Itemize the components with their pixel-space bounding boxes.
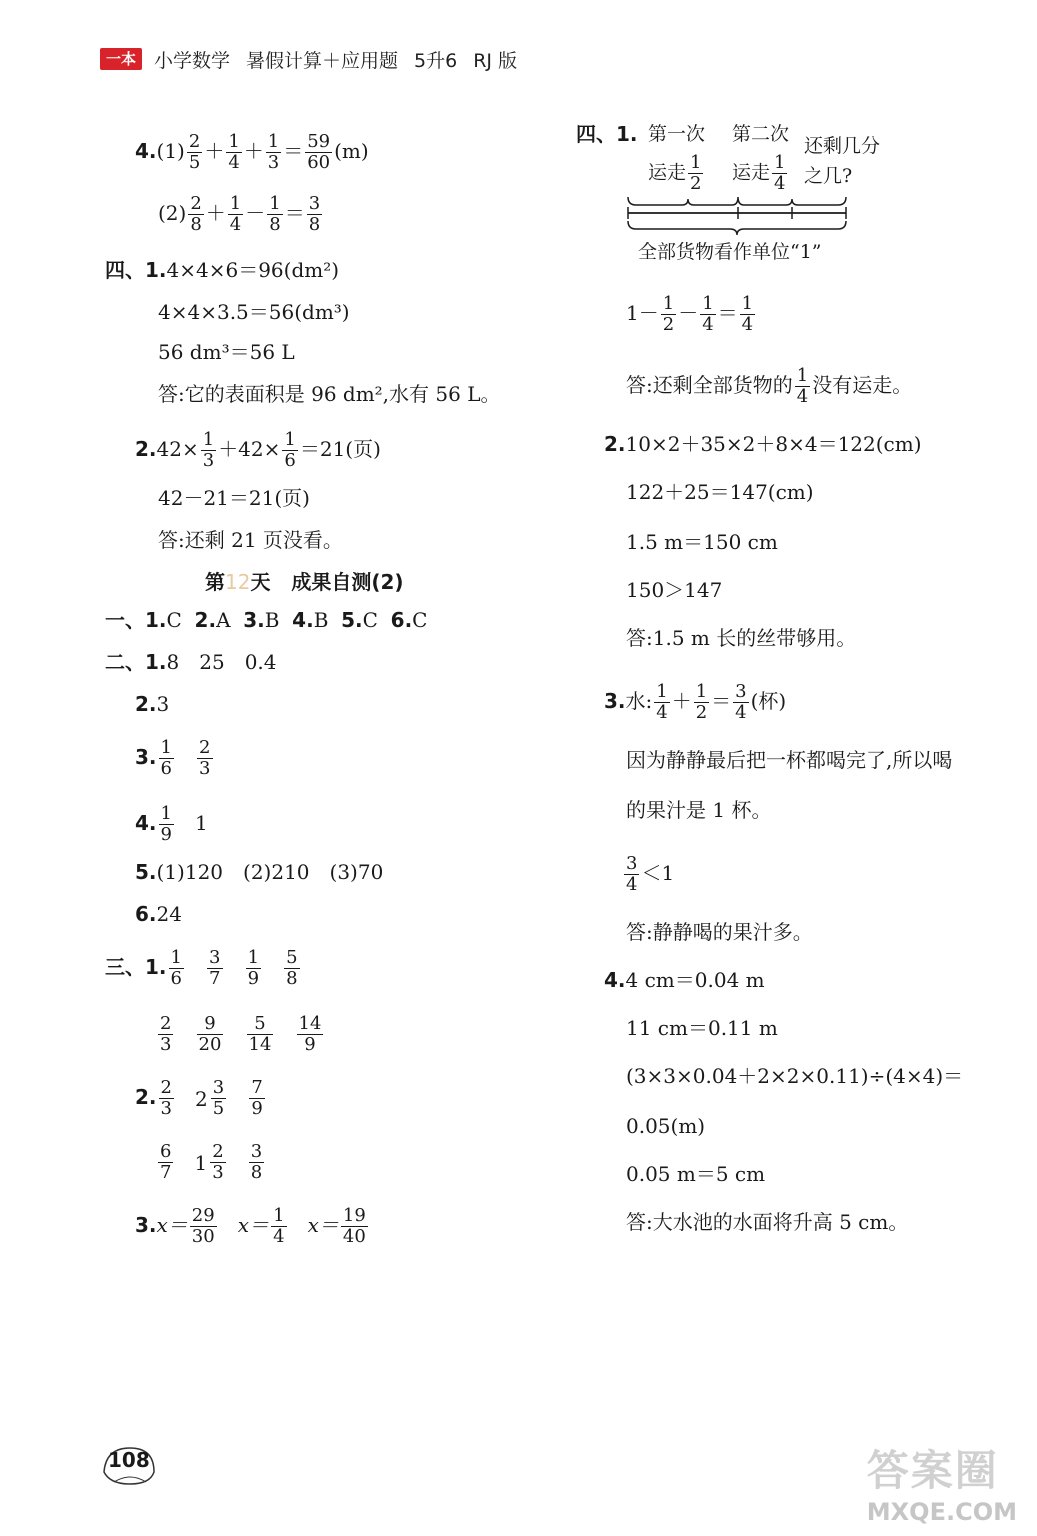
choice: C bbox=[412, 608, 428, 632]
q-number: 2. bbox=[135, 692, 157, 716]
sub-label: (1) bbox=[156, 139, 185, 163]
q-number: 4. bbox=[292, 608, 314, 632]
fraction: $\frac{1}{4}$ bbox=[656, 681, 668, 723]
q-number: 3. bbox=[243, 608, 265, 632]
q-label: 四、1. bbox=[576, 122, 638, 146]
day-suffix: 天 bbox=[250, 570, 271, 594]
fraction: $\frac{1}{2}$ bbox=[695, 681, 708, 723]
choice: C bbox=[166, 608, 182, 632]
operator: ＝ bbox=[717, 301, 738, 325]
section4-q1-answer: 答:它的表面积是 96 dm²,水有 56 L。 bbox=[158, 382, 501, 406]
fraction: $\frac{3}{8}$ bbox=[250, 1141, 263, 1183]
answer-text: 24 bbox=[156, 902, 182, 926]
fraction: $\frac{1}{9}$ bbox=[247, 947, 260, 989]
answer-4-2 bbox=[158, 194, 324, 235]
page-number-text: 108 bbox=[108, 1448, 150, 1472]
q-number: 3. bbox=[135, 745, 157, 769]
fraction: $\frac{5}{8}$ bbox=[286, 947, 298, 989]
operator: ＝ bbox=[711, 689, 732, 713]
choice: B bbox=[313, 608, 329, 632]
fraction: $\frac{3}{4}$ bbox=[626, 853, 638, 895]
right-q3-compare bbox=[622, 854, 674, 895]
equation-lhs: x＝ bbox=[307, 1213, 339, 1237]
fraction: $\frac{2}{8}$ bbox=[190, 193, 202, 235]
operator: － bbox=[245, 201, 266, 225]
day-prefix: 第 bbox=[205, 570, 225, 594]
whole-number: 1 bbox=[194, 1150, 208, 1175]
calc-part: 1－ bbox=[626, 301, 659, 325]
second-trip-amount: 运走 $\frac{1}{4}$ bbox=[732, 152, 786, 194]
fraction: $\frac{1}{2}$ bbox=[662, 293, 675, 335]
fraction: $\frac{2}{3}$ bbox=[212, 1141, 224, 1183]
fraction: $\frac{1}{6}$ bbox=[284, 429, 296, 471]
part2-q4 bbox=[135, 804, 208, 845]
cargo-diagram bbox=[610, 115, 910, 275]
unit: (杯) bbox=[750, 689, 787, 713]
right-q4-answer: 答:大水池的水面将升高 5 cm。 bbox=[626, 1210, 909, 1234]
choice: A bbox=[216, 608, 231, 632]
q-number: 3. bbox=[135, 1213, 157, 1237]
fraction: $\frac{7}{9}$ bbox=[251, 1077, 263, 1119]
part-label: 二、 bbox=[105, 650, 145, 674]
fraction: $\frac{1}{6}$ bbox=[170, 947, 182, 989]
fraction: $\frac{29}{30}$ bbox=[191, 1205, 215, 1247]
fraction: $\frac{9}{20}$ bbox=[198, 1013, 222, 1055]
part2-q5 bbox=[135, 858, 383, 886]
answer-text: (1)120 (2)210 (3)70 bbox=[156, 860, 384, 884]
fraction: $\frac{3}{7}$ bbox=[209, 947, 221, 989]
part3-q2-row2 bbox=[156, 1142, 266, 1183]
fraction: $\frac{2}{3}$ bbox=[160, 1077, 172, 1119]
operator: ＋ bbox=[205, 201, 226, 225]
right-q4-line3: (3×3×0.04＋2×2×0.11)÷(4×4)＝ bbox=[626, 1064, 964, 1088]
watermark bbox=[867, 1438, 1017, 1526]
brand-logo: 一本 bbox=[100, 48, 142, 70]
q-number: 1. bbox=[145, 650, 167, 674]
equation-lhs: x＝ bbox=[237, 1213, 270, 1237]
part-label: 一、 bbox=[105, 608, 145, 632]
right-q1-equation bbox=[626, 294, 757, 335]
first-trip-amount: 运走 $\frac{1}{2}$ bbox=[648, 152, 702, 194]
part2-q6 bbox=[135, 900, 182, 928]
section4-q2-line2: 42－21＝21(页) bbox=[158, 486, 310, 510]
right-q4-line5: 0.05 m＝5 cm bbox=[626, 1162, 766, 1186]
q-label: 4. bbox=[604, 968, 626, 992]
fraction: $\frac{1}{9}$ bbox=[160, 803, 172, 845]
calc-part: 水: bbox=[625, 689, 653, 713]
right-q2-line4: 150＞147 bbox=[626, 578, 723, 602]
fraction: $\frac{1}{8}$ bbox=[269, 193, 281, 235]
top-braces bbox=[628, 197, 846, 205]
fraction: $\frac{1}{3}$ bbox=[267, 131, 280, 173]
right-q3-line2: 因为静静最后把一杯都喝完了,所以喝 bbox=[626, 748, 953, 772]
fraction: $\frac{2}{5}$ bbox=[188, 131, 201, 173]
calc-part: ＋42× bbox=[218, 437, 281, 461]
day-number: 12 bbox=[225, 570, 251, 594]
fraction: $\frac{19}{40}$ bbox=[342, 1205, 366, 1247]
right-q3-answer: 答:静静喝的果汁多。 bbox=[626, 920, 813, 944]
part1-answers bbox=[105, 606, 427, 634]
calc-line: 10×2＋35×2＋8×4＝122(cm) bbox=[625, 432, 922, 456]
right-q2-line1 bbox=[604, 430, 922, 458]
right-q3-line1 bbox=[604, 682, 786, 723]
sub-label: (2) bbox=[158, 201, 187, 225]
q-number: 6. bbox=[135, 902, 157, 926]
fraction: $\frac{2}{3}$ bbox=[199, 737, 211, 779]
fraction: $\frac{1}{3}$ bbox=[202, 429, 215, 471]
q-number: 1. bbox=[145, 955, 167, 979]
q-number: 5. bbox=[135, 860, 157, 884]
fraction: $\frac{3}{5}$ bbox=[212, 1077, 225, 1119]
page-number bbox=[100, 1442, 158, 1488]
remaining-label: 还剩几分 bbox=[804, 135, 881, 157]
operator: ＝ bbox=[283, 139, 304, 163]
answer-text: 3 bbox=[156, 692, 170, 716]
fraction: $\frac{59}{60}$ bbox=[307, 131, 331, 173]
choice: C bbox=[362, 608, 378, 632]
second-trip-label: 第二次 bbox=[732, 123, 790, 145]
q-label: 4. bbox=[135, 139, 157, 163]
right-q4-line4: 0.05(m) bbox=[626, 1114, 706, 1138]
unit: (m) bbox=[334, 139, 369, 163]
right-q4-line1 bbox=[604, 966, 765, 994]
day-title bbox=[205, 566, 404, 595]
subject: 小学数学 bbox=[154, 49, 231, 72]
section4-q2-line1 bbox=[135, 430, 381, 471]
calc-part: ＜1 bbox=[641, 861, 675, 885]
part2-q1 bbox=[105, 648, 277, 676]
right-q2-line3: 1.5 m＝150 cm bbox=[626, 530, 778, 554]
right-q4-line2: 11 cm＝0.11 m bbox=[626, 1016, 778, 1040]
edition: RJ 版 bbox=[473, 49, 518, 72]
section4-q1-line2: 4×4×3.5＝56(dm³) bbox=[158, 300, 350, 324]
fraction: $\frac{1}{4}$ bbox=[228, 131, 240, 173]
part2-q2 bbox=[135, 690, 169, 718]
q-label: 2. bbox=[135, 437, 157, 461]
section4-q2-answer: 答:还剩 21 页没看。 bbox=[158, 528, 343, 552]
page-header bbox=[100, 44, 533, 74]
fraction: $\frac{1}{4}$ bbox=[273, 1205, 285, 1247]
part3-q1-row2 bbox=[156, 1014, 325, 1055]
fraction: $\frac{14}{9}$ bbox=[298, 1013, 322, 1055]
answer-4-1 bbox=[135, 132, 369, 173]
watermark-url: MXQE.COM bbox=[866, 1498, 1017, 1526]
whole-unit-label: 全部货物看作单位“1” bbox=[638, 241, 822, 263]
fraction: $\frac{5}{14}$ bbox=[248, 1013, 272, 1055]
remaining-label-2: 之几? bbox=[804, 165, 853, 187]
q-number: 2. bbox=[194, 608, 217, 632]
fraction: $\frac{1}{4}$ bbox=[229, 193, 242, 235]
part2-q3 bbox=[135, 738, 215, 779]
part3-q2-row1 bbox=[135, 1078, 267, 1119]
fraction: $\frac{6}{7}$ bbox=[160, 1141, 172, 1183]
fraction: $\frac{3}{8}$ bbox=[308, 193, 321, 235]
calc-part: 42× bbox=[156, 437, 199, 461]
calc-part: ＝21(页) bbox=[299, 437, 381, 461]
fraction: $\frac{1}{4}$ bbox=[702, 293, 714, 335]
series: 暑假计算＋应用题 bbox=[246, 49, 399, 72]
operator: ＋ bbox=[243, 139, 264, 163]
q-number: 5. bbox=[341, 608, 363, 632]
operator: ＋ bbox=[671, 689, 692, 713]
right-q1-answer bbox=[626, 366, 912, 407]
q-number: 4. bbox=[135, 811, 157, 835]
fraction: $\frac{1}{6}$ bbox=[160, 737, 172, 779]
operator: ＋ bbox=[204, 139, 225, 163]
answer-text: 没有运走。 bbox=[812, 373, 913, 397]
operator: ＝ bbox=[284, 201, 305, 225]
answer-text: 答:还剩全部货物的 bbox=[626, 373, 793, 397]
q-label: 四、1. bbox=[105, 258, 167, 282]
part3-q1-row1 bbox=[105, 948, 302, 989]
answer-text: 8 25 0.4 bbox=[166, 650, 277, 674]
fraction: $\frac{3}{4}$ bbox=[735, 681, 747, 723]
calc-line: 4 cm＝0.04 m bbox=[625, 968, 765, 992]
day-name: 成果自测(2) bbox=[291, 570, 404, 594]
fraction: $\frac{1}{4}$ bbox=[796, 365, 809, 407]
q-label: 2. bbox=[604, 432, 626, 456]
q-number: 1. bbox=[145, 608, 167, 632]
part-label: 三、 bbox=[105, 955, 145, 979]
section4-q1-line1 bbox=[105, 256, 339, 284]
q-label: 3. bbox=[604, 689, 626, 713]
right-q2-answer: 答:1.5 m 长的丝带够用。 bbox=[626, 626, 857, 650]
bottom-brace bbox=[628, 221, 846, 235]
fraction: $\frac{1}{4}$ bbox=[741, 293, 754, 335]
right-q3-line3: 的果汁是 1 杯。 bbox=[626, 798, 772, 822]
q-number: 6. bbox=[390, 608, 413, 632]
first-trip-label: 第一次 bbox=[648, 123, 706, 145]
answer-text: 1 bbox=[195, 811, 208, 835]
fraction: $\frac{2}{3}$ bbox=[160, 1013, 172, 1055]
choice: B bbox=[264, 608, 280, 632]
whole-number: 2 bbox=[195, 1086, 208, 1111]
right-q2-line2: 122＋25＝147(cm) bbox=[626, 480, 814, 504]
q-number: 2. bbox=[135, 1085, 157, 1109]
grade: 5升6 bbox=[414, 49, 458, 72]
operator: － bbox=[678, 301, 699, 325]
section4-q1-line3: 56 dm³＝56 L bbox=[158, 340, 295, 364]
watermark-title: 答案圈 bbox=[866, 1446, 999, 1495]
part3-q3 bbox=[135, 1206, 370, 1247]
calc-line: 4×4×6＝96(dm²) bbox=[166, 258, 340, 282]
equation-lhs: x＝ bbox=[156, 1213, 188, 1237]
